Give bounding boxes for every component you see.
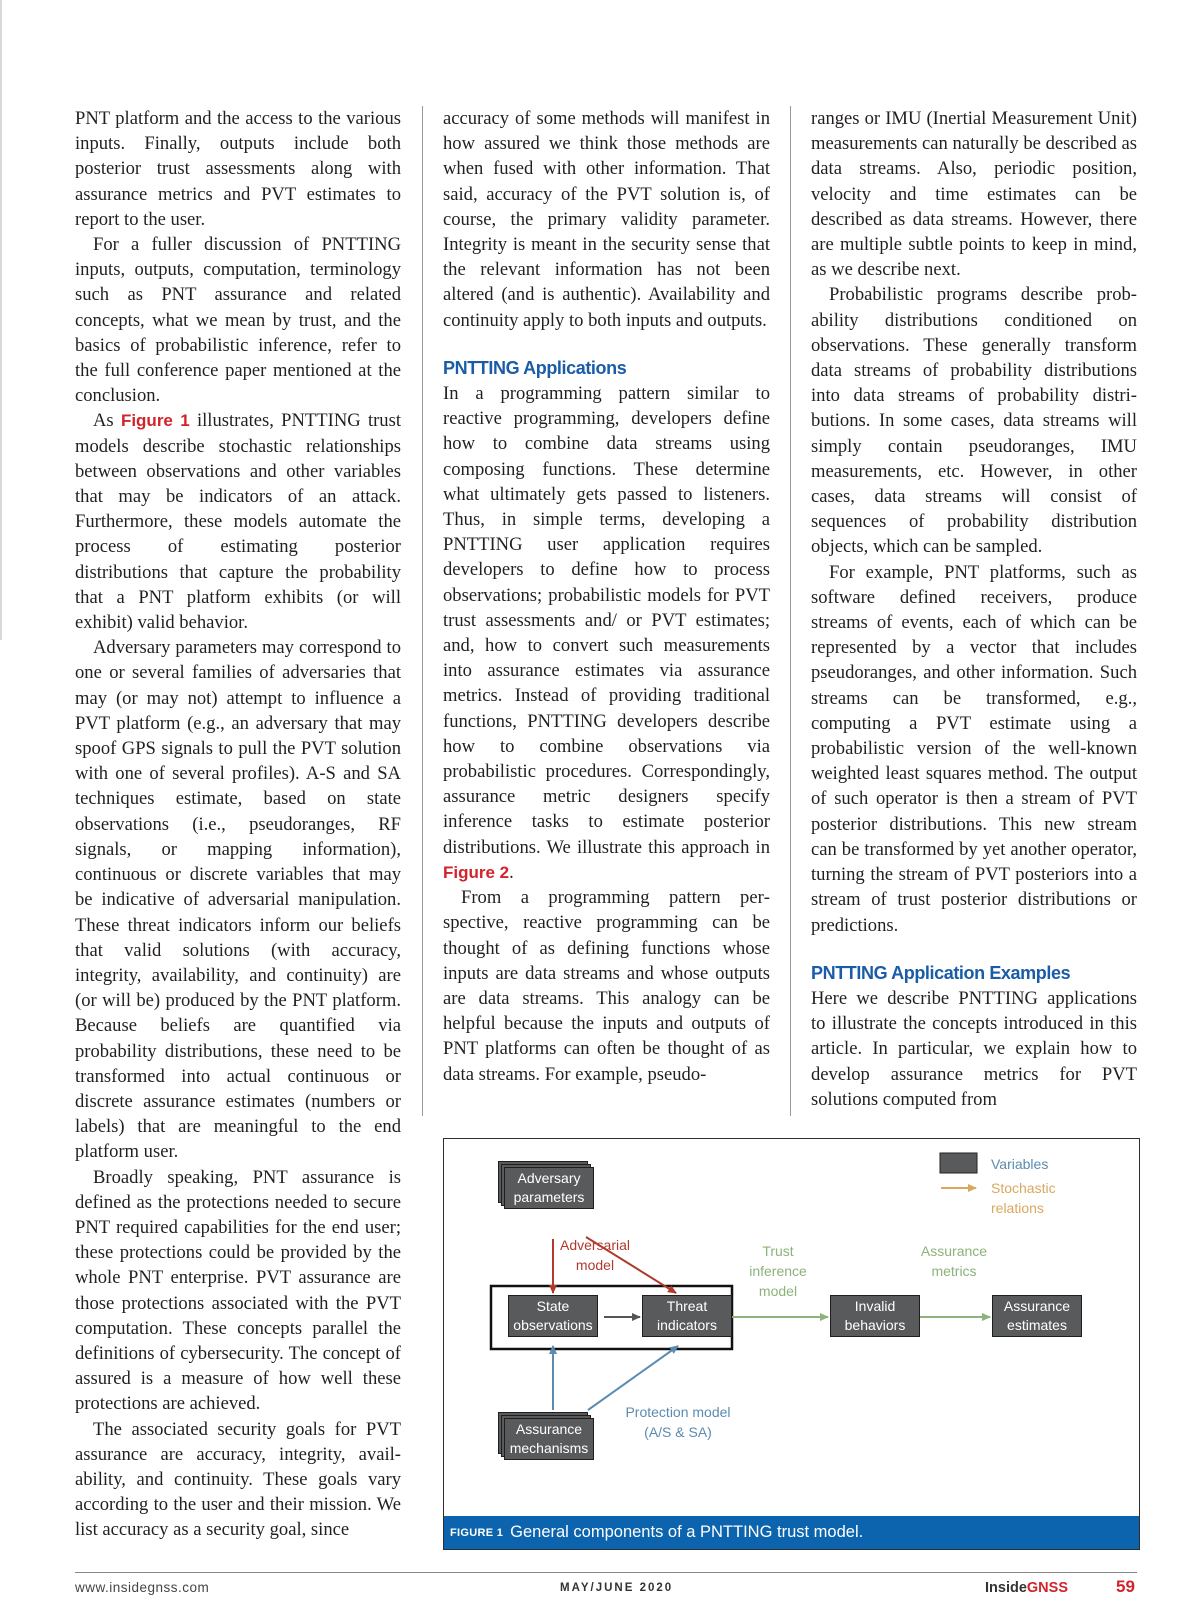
- text-column-1: [75, 106, 401, 1543]
- paragraph: Broadly speaking, PNT assurance is defined as the protections needed to secure PNT required capabilities for the end user; these protections could be provided by the whole PNT enterprise. PVT assurance are those protections associated with the PVT computation. These concepts parallel the definitions of cybersecurity. The concept of assured is a measure of how well these protections are achieved.: [75, 1166, 401, 1415]
- column-rule: [790, 106, 791, 1116]
- node-label-line: Adversary: [517, 1170, 581, 1186]
- diagram-body: [491, 1237, 990, 1440]
- section-heading-pntting-applications: PNTTING Applications: [443, 357, 627, 378]
- trust-inference-model-label: [749, 1243, 807, 1299]
- label-line: Protection model: [625, 1404, 731, 1420]
- figure-2-reference-link[interactable]: Figure 2: [443, 862, 510, 882]
- figure-caption-text: General components of a PNTTING trust model.: [510, 1523, 864, 1541]
- node-label-line: parameters: [513, 1189, 585, 1205]
- paragraph-text: As: [93, 410, 114, 432]
- paragraph: Probabilistic programs describe probability distributions conditioned on observations. These generally transform data streams of probability distributions into data streams of probability distributions. In some cases, data streams will simply contain pseudoranges, IMU measurements, etc. However, in other cases, data streams will consist of sequences of probability distribution objects, which can be sampled.: [811, 284, 1137, 558]
- page-number: 59: [1116, 1577, 1135, 1596]
- label-line: Trust: [762, 1243, 794, 1259]
- column-rule: [422, 106, 423, 1116]
- paragraph: The associated security goals for PVT assurance are accuracy, integrity, availability, and continuity. These goals vary according to the user and their mission. We list accuracy as a security goal, since: [75, 1418, 401, 1541]
- assurance-metrics-label: [921, 1243, 987, 1279]
- paragraph-text: In a programming pattern similar to reactive programming, developers define how to combine data streams using composing functions. These determine what ultimately gets passed to listeners. Thus, in simple terms, developing a PNTTING user application requires developers to define how to process observations; probabilistic models for PVT trust assessments and/ or PVT estimates; and, how to convert such measurements into assurance estimates via assurance metrics. Instead of providing traditional functions, PNTTING developers describe how to combine observations via probabilistic procedures. Correspondingly, assurance metric designers specify inference tasks to estimate posterior distributions. We illustrate this approach in: [443, 383, 770, 858]
- node-assurance-mechanisms: [504, 1418, 594, 1460]
- paragraph: [75, 408, 401, 635]
- label-line: Assurance: [920, 1243, 988, 1259]
- paragraph: accuracy of some methods will manifest in how assured we think those methods are when fused with other information. That said, accuracy of the PVT solution is, of course, the primary validity parameter. Integrity is meant in the security sense that the relevant information has not been altered (and is authentic). Availability and continuity apply to both inputs and outputs.: [443, 108, 770, 331]
- brand-inside: Inside: [985, 1580, 1027, 1596]
- label-line: (A/S & SA): [644, 1424, 712, 1440]
- node-label-line: State: [536, 1298, 570, 1314]
- node-label-line: Assurance: [1003, 1298, 1071, 1314]
- label-line: model: [575, 1257, 615, 1273]
- label-line: model: [758, 1283, 798, 1299]
- brand-gnss: GNSS: [1026, 1580, 1068, 1596]
- paragraph: For example, PNT platforms, such as software defined receivers, produce streams of events, each of which can be represented by a vector that includes pseudoranges, and other information. Such streams can be transformed, e.g., computing a PVT estimate using a probabilistic version of the well-known weighted least squares method. The output of such operator is then a stream of PVT posterior distributions. This new stream can be transformed by yet another operator, turning the stream of PVT posteriors into a stream of trust posterior distributions or predictions.: [811, 561, 1137, 936]
- paragraph: From a programming pattern perspective, reactive programming can be thought of as defining functions whose inputs are data streams and whose outputs are data streams. This analogy can be helpful because the inputs and outputs of PNT platforms can often be thought of as data streams. For example, pseudo-: [443, 887, 770, 1085]
- node-label-line: Threat: [666, 1298, 708, 1314]
- footer-issue-date: MAY/JUNE 2020: [560, 1582, 674, 1594]
- node-label-line: Invalid: [854, 1298, 896, 1314]
- paragraph-text: .: [509, 861, 514, 883]
- paragraph: Here we describe PNTTING applications to illustrate the concepts introduced in this article. In particular, we explain how to develop assurance metrics for PVT solutions computed from: [811, 987, 1137, 1110]
- figure-caption: [444, 1516, 1139, 1549]
- protection-model-label: [625, 1404, 730, 1440]
- paragraph: PNT platform and the access to the various inputs. Finally, outputs include both posterior trust assessments along with assurance metrics and PVT estimates to report to the user.: [75, 108, 401, 230]
- legend-relations-label: relations: [991, 1200, 1044, 1216]
- label-line: metrics: [931, 1263, 977, 1279]
- node-assurance-estimates: [992, 1295, 1082, 1337]
- node-label-line: indicators: [657, 1317, 717, 1333]
- footer-website-link[interactable]: www.insidegnss.com: [75, 1580, 210, 1595]
- arrow-mechanisms-to-threat: [588, 1346, 678, 1410]
- section-heading-pntting-application-examples: PNTTING Application Examples: [811, 962, 1071, 983]
- legend-variable-swatch: [940, 1153, 977, 1173]
- legend: [940, 1153, 1056, 1216]
- node-label-line: behaviors: [844, 1317, 906, 1333]
- legend-stochastic-label: Stochastic: [991, 1180, 1056, 1196]
- node-state-observations: [508, 1295, 598, 1337]
- page-edge-line: [0, 0, 2, 640]
- adversarial-model-label: [560, 1237, 630, 1273]
- node-label-line: observations: [513, 1317, 593, 1333]
- paragraph: For a fuller discussion of PNTTING inputs, outputs, computation, terminology such as PNT assurance and related concepts, what we mean by trust, and the basics of probabilistic inference, refer to the full conference paper mentioned at the conclusion.: [75, 234, 401, 407]
- node-label-line: mechanisms: [509, 1440, 589, 1456]
- paragraph-text: illustrates, PNTTING trust models describe stochastic relationships between observations and other variables that may be indicators of an attack. Furthermore, these models automate the process of estimating posterior distributions that capture the probability that a PNT platform exhibits (or will exhibit) valid behavior.: [75, 410, 402, 634]
- paragraph: ranges or IMU (Inertial Measurement Unit) measurements can naturally be described as data streams. Also, periodic position, velocity and time estimates can be described as data streams. However, there are multiple subtle points to keep in mind, as we describe next.: [811, 108, 1137, 281]
- text-column-2: [443, 106, 770, 1087]
- text-column-3: [811, 106, 1137, 1112]
- node-invalid-behaviors: [830, 1295, 920, 1337]
- node-label-line: Assurance: [515, 1421, 583, 1437]
- node-threat-indicators: [642, 1295, 732, 1337]
- paragraph: [443, 381, 770, 885]
- node-adversary-parameters: [504, 1167, 594, 1209]
- figure-caption-label: FIGURE 1: [450, 1526, 504, 1539]
- node-label-line: estimates: [1007, 1317, 1067, 1333]
- footer-rule: [75, 1572, 1137, 1573]
- footer-magazine-brand: [985, 1580, 1068, 1596]
- paragraph: Adversary parameters may correspond to one or several families of adversaries that may (or may not) attempt to influence a PVT platform (e.g., an adversary that may spoof GPS signals to pull the PVT solution with one of several profiles). A-S and SA techniques estimate, based on state observations (i.e., pseudoranges, RF signals, or mapping information), continuous or discrete variables that may be indicative of adversarial manipulation. These threat indicators inform our beliefs that valid solutions (with accuracy, integrity, availability, and continuity) are (or will be) produced by the PNT platform. Because beliefs are quantified via probability distributions, these need to be transformed into actual continuous or discrete assurance estimates (numbers or labels) that are meaningful to the end platform user.: [75, 637, 401, 1163]
- figure-1-reference-link[interactable]: Figure 1: [120, 411, 190, 431]
- label-line: inference: [749, 1263, 807, 1279]
- figure-1: [443, 1138, 1140, 1550]
- label-line: Adversarial: [559, 1237, 631, 1253]
- legend-variables-label: Variables: [991, 1156, 1049, 1172]
